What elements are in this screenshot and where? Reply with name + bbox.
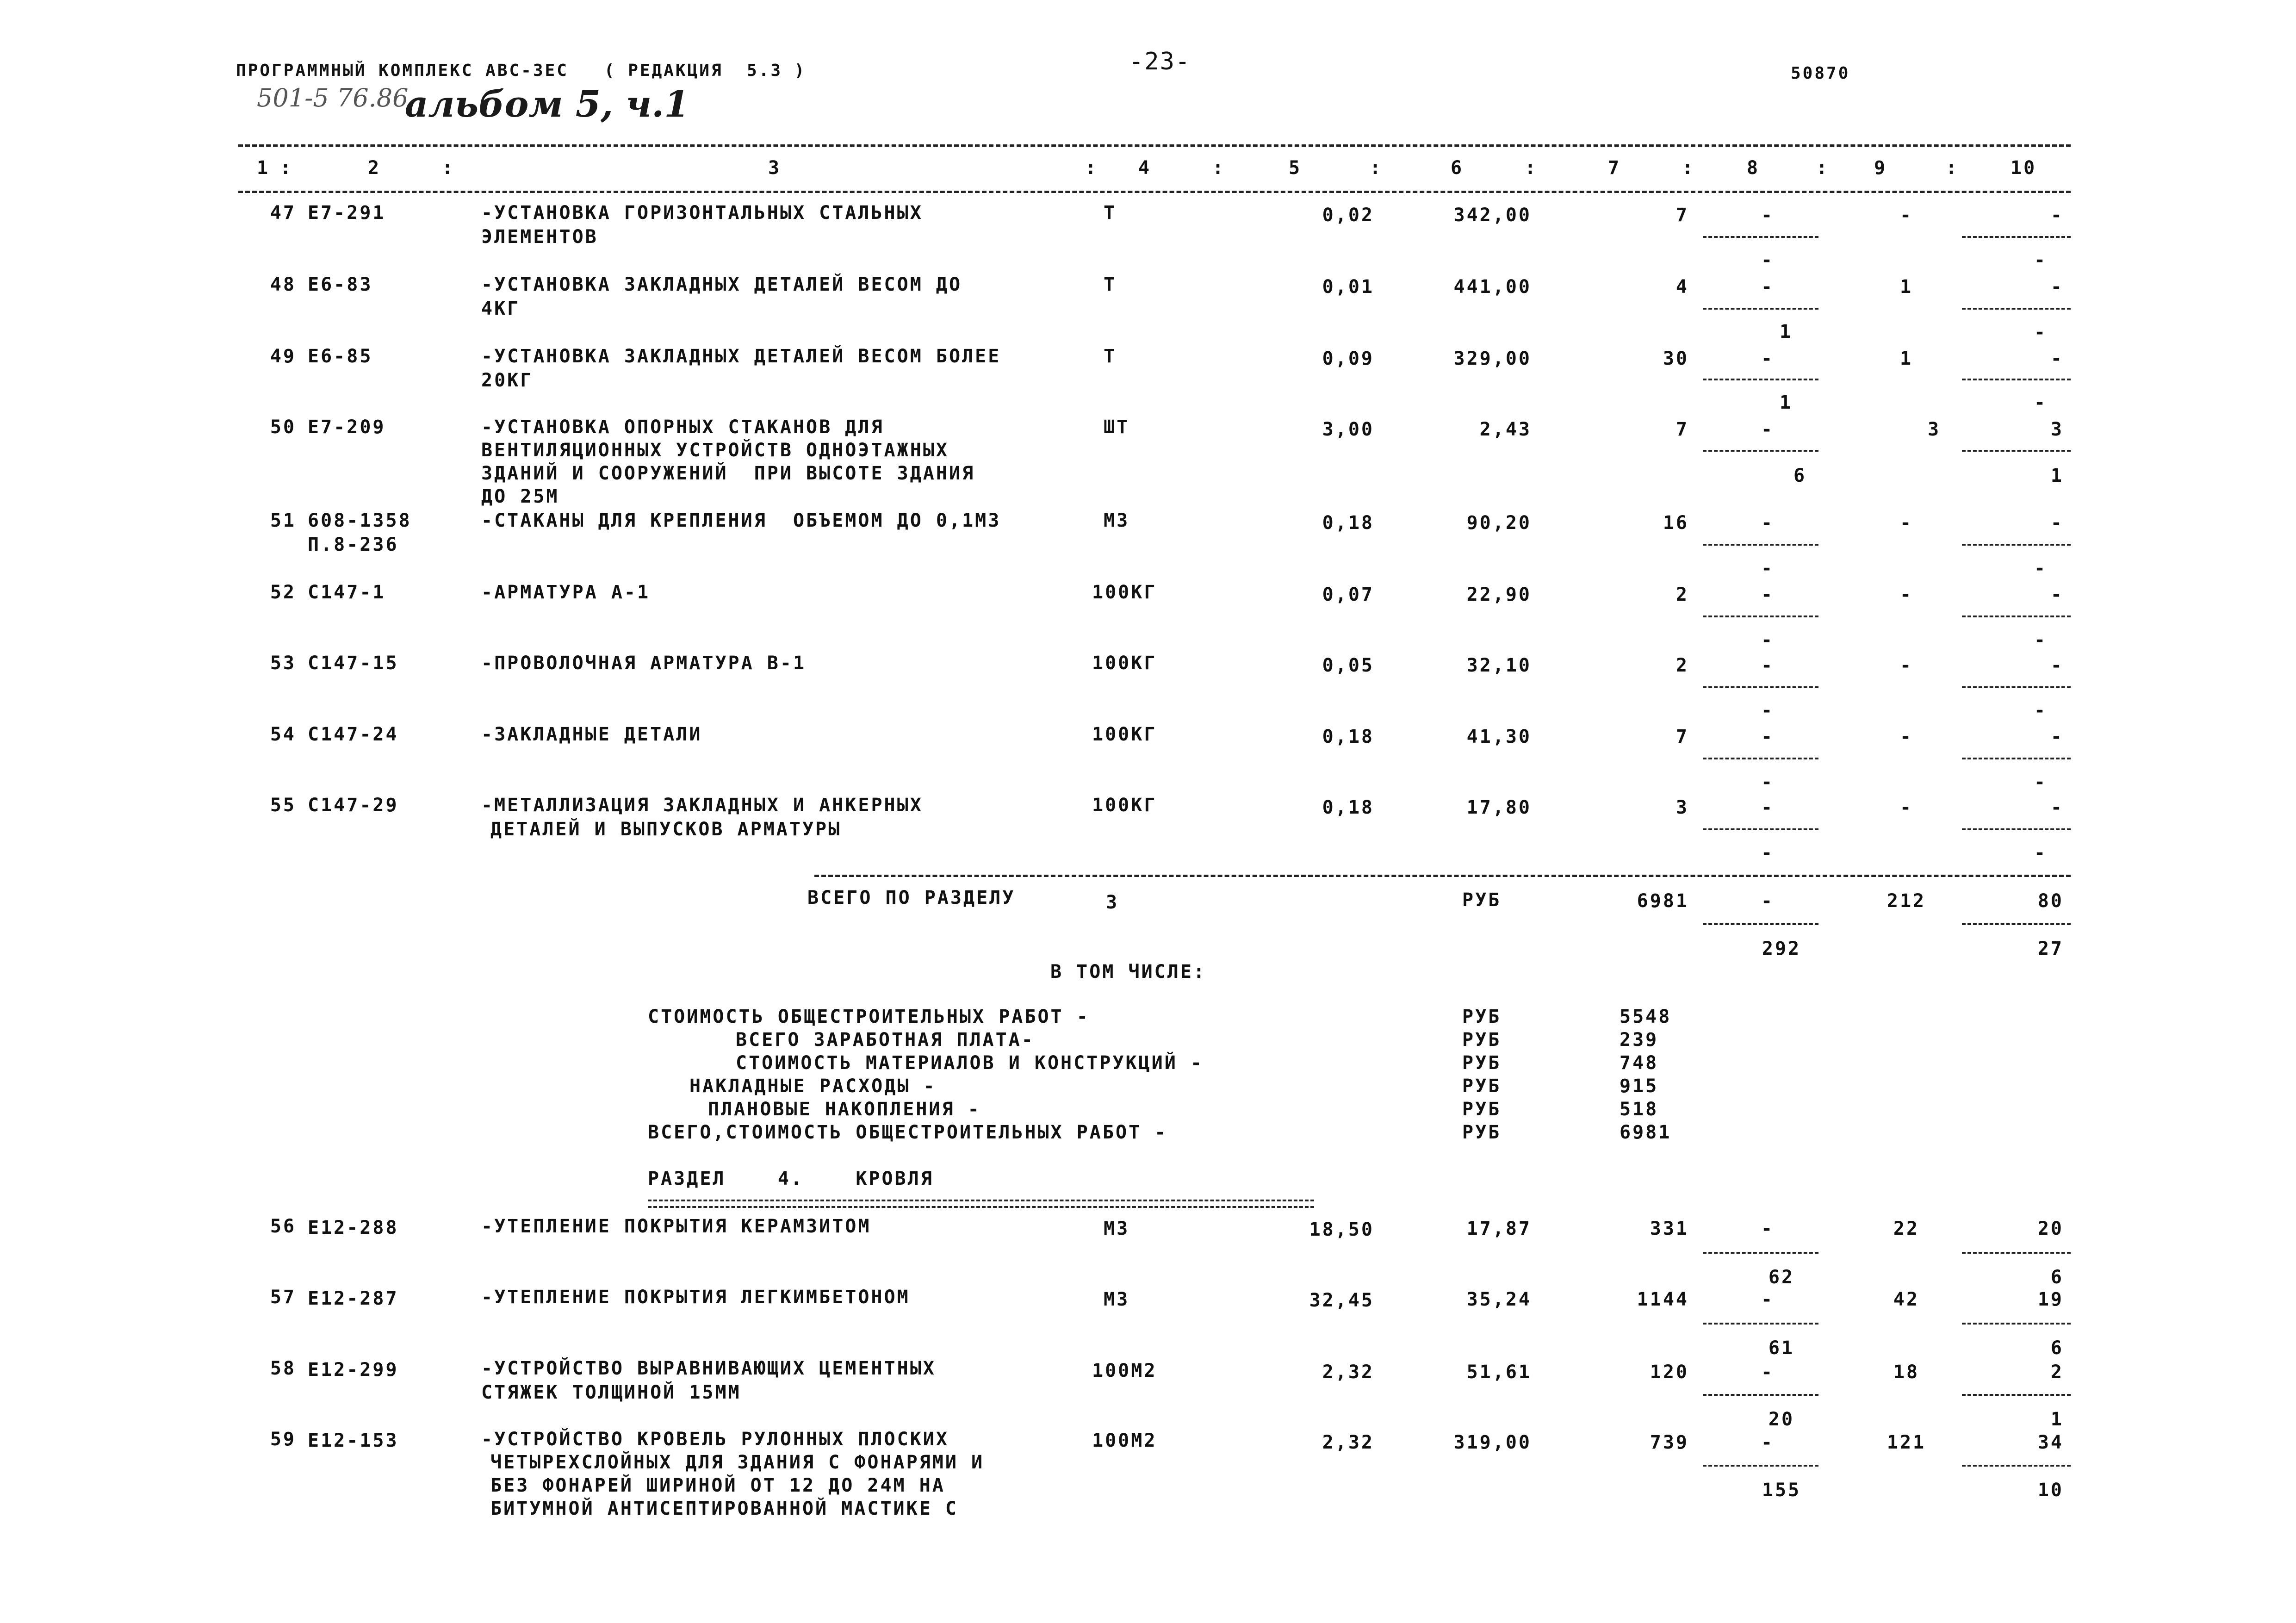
unit-price: 441,00 (1453, 276, 1532, 298)
col-9-value: - (1899, 797, 1913, 818)
unit-price: 329,00 (1453, 348, 1532, 369)
col-9-value: 1 (1899, 348, 1913, 369)
handwritten-ref: 501-5 76.86 (257, 83, 409, 112)
summary-value: 915 (1620, 1076, 1659, 1097)
rate-code: С147-24 (308, 724, 399, 745)
unit: 100КГ (1092, 582, 1157, 603)
work-description: -АРМАТУРА А-1 (481, 582, 651, 603)
col-10-value: - (2050, 797, 2064, 818)
col-8-value: - (1761, 512, 1775, 534)
section-total-col9: 212 (1886, 890, 1926, 912)
col-9-value: 121 (1886, 1432, 1926, 1453)
page-number: -23- (1129, 48, 1191, 75)
summary-value: 748 (1620, 1052, 1659, 1074)
total-cost: 7 (1675, 205, 1689, 226)
work-description: ДЕТАЛЕЙ И ВЫПУСКОВ АРМАТУРЫ (490, 819, 842, 840)
summary-label: СТОИМОСТЬ ОБЩЕСТРОИТЕЛЬНЫХ РАБОТ - (648, 1006, 1090, 1027)
header-bottom-rule (238, 191, 2071, 193)
unit-price: 2,43 (1479, 419, 1532, 440)
unit-price: 32,10 (1466, 655, 1532, 676)
col-10-value: - (2034, 842, 2048, 864)
total-cost: 16 (1663, 512, 1689, 534)
rate-code: Е6-85 (308, 346, 373, 367)
col-9-value: - (1899, 584, 1913, 605)
work-description: -УСТАНОВКА ЗАКЛАДНЫХ ДЕТАЛЕЙ ВЕСОМ БОЛЕЕ (481, 346, 1001, 367)
summary-currency: РУБ (1462, 1122, 1502, 1143)
summary-label: НАКЛАДНЫЕ РАСХОДЫ - (689, 1076, 937, 1097)
col-8-value: - (1761, 797, 1775, 818)
total-cost: 1144 (1637, 1289, 1689, 1310)
section-total-value: 6981 (1637, 890, 1689, 912)
summary-currency: РУБ (1462, 1006, 1502, 1027)
col-8-value: 61 (1768, 1337, 1795, 1359)
row-number: 58 (270, 1358, 296, 1379)
col-8-value: - (1761, 584, 1775, 605)
col-8-value: - (1761, 1432, 1775, 1453)
row-number: 47 (270, 202, 296, 224)
work-description: -УСТРОЙСТВО ВЫРАВНИВАЮЩИХ ЦЕМЕНТНЫХ (481, 1358, 936, 1379)
unit-price: 22,90 (1466, 584, 1532, 605)
work-description: -МЕТАЛЛИЗАЦИЯ ЗАКЛАДНЫХ И АНКЕРНЫХ (481, 795, 923, 816)
col-10-value: - (2050, 584, 2064, 605)
col-3-header: 3 (768, 157, 782, 179)
work-description: БИТУМНОЙ АНТИСЕПТИРОВАННОЙ МАСТИКЕ С (490, 1498, 958, 1519)
summary-value: 239 (1620, 1029, 1659, 1051)
work-description: -УСТАНОВКА ОПОРНЫХ СТАКАНОВ ДЛЯ (481, 417, 884, 438)
summary-value: 518 (1620, 1099, 1659, 1120)
total-cost: 120 (1650, 1362, 1689, 1383)
total-cost: 331 (1650, 1218, 1689, 1239)
col-8-value: - (1761, 205, 1775, 226)
col-10-value: 20 (2037, 1218, 2064, 1239)
col-10-header: 10 (2011, 157, 2037, 179)
col-8-value: 62 (1768, 1267, 1795, 1288)
work-description: -УСТАНОВКА ЗАКЛАДНЫХ ДЕТАЛЕЙ ВЕСОМ ДО (481, 274, 962, 295)
section-total-number: 3 (1106, 892, 1119, 913)
summary-label: СТОИМОСТЬ МАТЕРИАЛОВ И КОНСТРУКЦИЙ - (736, 1052, 1204, 1074)
rate-code: Е7-291 (308, 202, 386, 224)
col-10-value: 6 (2050, 1267, 2064, 1288)
col-10-value: 2 (2050, 1362, 2064, 1383)
section-total-col10: 80 (2037, 890, 2064, 912)
col-1-header: 1 (257, 157, 270, 179)
summary-label: ВСЕГО,СТОИМОСТЬ ОБЩЕСТРОИТЕЛЬНЫХ РАБОТ - (648, 1122, 1168, 1143)
total-cost: 7 (1675, 419, 1689, 440)
work-description: -УСТРОЙСТВО КРОВЕЛЬ РУЛОННЫХ ПЛОСКИХ (481, 1429, 949, 1450)
rate-code: Е7-209 (308, 417, 386, 438)
quantity: 0,18 (1322, 512, 1374, 534)
row-number: 52 (270, 582, 296, 603)
total-cost: 2 (1675, 655, 1689, 676)
total-cost: 30 (1663, 348, 1689, 369)
row-number: 49 (270, 346, 296, 367)
rate-code: С147-15 (308, 653, 399, 674)
document-code: 50870 (1791, 64, 1850, 83)
col-10-value: 34 (2037, 1432, 2064, 1453)
unit: Т (1104, 202, 1117, 224)
rate-code: Е12-288 (308, 1217, 399, 1238)
unit: М3 (1104, 1289, 1130, 1310)
row-number: 56 (270, 1216, 296, 1237)
unit-price: 90,20 (1466, 512, 1532, 534)
section-total-currency: РУБ (1462, 889, 1502, 911)
col-10-value: 1 (2050, 1409, 2064, 1430)
work-description: ДО 25М (481, 486, 559, 507)
summary-currency: РУБ (1462, 1052, 1502, 1074)
col-9-value: 3 (1927, 419, 1941, 440)
work-description: -СТАКАНЫ ДЛЯ КРЕПЛЕНИЯ ОБЪЕМОМ ДО 0,1М3 (481, 510, 1001, 531)
table-top-rule (238, 144, 2071, 147)
col-8-value: 20 (1768, 1409, 1795, 1430)
section-total-col10-sub: 27 (2037, 938, 2064, 959)
col-8-value: - (1761, 1289, 1775, 1310)
program-title: ПРОГРАММНЫЙ КОМПЛЕКС АВС-ЗЕС ( РЕДАКЦИЯ 5.3 ) (236, 61, 807, 80)
work-description: -ПРОВОЛОЧНАЯ АРМАТУРА В-1 (481, 653, 807, 674)
work-description: -УСТАНОВКА ГОРИЗОНТАЛЬНЫХ СТАЛЬНЫХ (481, 202, 923, 224)
col-9-value: 22 (1893, 1218, 1920, 1239)
col-8-value: - (1761, 276, 1775, 298)
row-number: 59 (270, 1429, 296, 1450)
unit-price: 17,87 (1466, 1218, 1532, 1239)
unit: 100М2 (1092, 1430, 1157, 1451)
col-8-value: - (1761, 726, 1775, 747)
unit-price: 35,24 (1466, 1289, 1532, 1310)
col-10-value: - (2050, 726, 2064, 747)
quantity: 18,50 (1309, 1219, 1374, 1240)
unit: Т (1104, 274, 1117, 295)
col-2-header: 2 (368, 157, 381, 179)
col-10-value: - (2050, 348, 2064, 369)
summary-currency: РУБ (1462, 1076, 1502, 1097)
total-cost: 4 (1675, 276, 1689, 298)
quantity: 2,32 (1322, 1432, 1374, 1453)
col-7-header: 7 (1608, 157, 1621, 179)
unit: Т (1104, 346, 1117, 367)
quantity: 32,45 (1309, 1290, 1374, 1311)
work-description: -УТЕПЛЕНИЕ ПОКРЫТИЯ КЕРАМЗИТОМ (481, 1216, 871, 1237)
col-9-value: 18 (1893, 1362, 1920, 1383)
section-total-label: ВСЕГО ПО РАЗДЕЛУ (807, 887, 1016, 908)
unit: 100КГ (1092, 653, 1157, 674)
section-total-col8: - (1761, 890, 1775, 912)
quantity: 0,01 (1322, 276, 1374, 298)
including-heading: В ТОМ ЧИСЛЕ: (1050, 961, 1206, 983)
rate-code: Е6-83 (308, 274, 373, 295)
col-8-value: - (1761, 348, 1775, 369)
work-description: -ЗАКЛАДНЫЕ ДЕТАЛИ (481, 724, 702, 745)
col-10-value: 1 (2050, 465, 2064, 486)
row-number: 48 (270, 274, 296, 295)
section-total-col8-sub: 292 (1762, 938, 1801, 959)
total-cost: 2 (1675, 584, 1689, 605)
row-number: 55 (270, 795, 296, 816)
col-5-header: 5 (1289, 157, 1302, 179)
unit: 100М2 (1092, 1360, 1157, 1381)
work-description: ВЕНТИЛЯЦИОННЫХ УСТРОЙСТВ ОДНОЭТАЖНЫХ (481, 440, 949, 461)
rate-code: П.8-236 (308, 534, 399, 555)
section-heading: РАЗДЕЛ 4. КРОВЛЯ (648, 1168, 934, 1189)
work-description: 4КГ (481, 298, 521, 319)
total-cost: 739 (1650, 1432, 1689, 1453)
quantity: 0,02 (1322, 205, 1374, 226)
unit: М3 (1104, 1218, 1130, 1239)
row-number: 53 (270, 653, 296, 674)
col-8-value: 155 (1762, 1480, 1801, 1501)
col-9-value: - (1899, 512, 1913, 534)
work-description: ЗДАНИЙ И СООРУЖЕНИЙ ПРИ ВЫСОТЕ ЗДАНИЯ (481, 463, 975, 484)
work-description: БЕЗ ФОНАРЕЙ ШИРИНОЙ ОТ 12 ДО 24М НА (490, 1475, 945, 1496)
col-9-value: 42 (1893, 1289, 1920, 1310)
col-8-value: 1 (1779, 321, 1793, 342)
quantity: 3,00 (1322, 419, 1374, 440)
summary-value: 5548 (1620, 1006, 1672, 1027)
row-number: 57 (270, 1287, 296, 1308)
col-9-value: - (1899, 205, 1913, 226)
total-cost: 7 (1675, 726, 1689, 747)
col-10-value: 6 (2050, 1337, 2064, 1359)
rate-code: Е12-153 (308, 1430, 399, 1451)
quantity: 2,32 (1322, 1362, 1374, 1383)
col-8-value: - (1761, 842, 1775, 864)
rate-code: 608-1358 (308, 510, 412, 531)
col-8-header: 8 (1747, 157, 1760, 179)
rate-code: Е12-287 (308, 1288, 399, 1309)
col-8-value: 6 (1793, 465, 1807, 486)
col-8-value: - (1761, 1362, 1775, 1383)
col-4-header: 4 (1138, 157, 1152, 179)
quantity: 0,05 (1322, 655, 1374, 676)
unit-price: 17,80 (1466, 797, 1532, 818)
col-8-value: - (1761, 419, 1775, 440)
row-number: 51 (270, 510, 296, 531)
quantity: 0,18 (1322, 797, 1374, 818)
col-8-value: - (1761, 1218, 1775, 1239)
document-page: ПРОГРАММНЫЙ КОМПЛЕКС АВС-ЗЕС ( РЕДАКЦИЯ 5.3 ) -23- 50870 501-5 76.86 альбом 5, ч.1 1 : 2 : 3 : 4 : 5 : 6 : 7 : 8 : 9 : 10 47 Е7-291 -УСТАНОВКА ГОРИЗОНТАЛЬНЫХ СТАЛЬНЫХ ЭЛЕМЕНТОВ Т 0,02 342,00 7 - - - - - 48 Е6-83 -УСТАНОВКА ЗАКЛАДНЫХ ДЕТАЛЕЙ ВЕСОМ ДО 4КГ Т 0,01 441,00 4 - 1 - - 49 Е6-85 -УСТАНОВКА ЗАКЛАДНЫХ ДЕТАЛЕЙ ВЕСОМ БОЛЕЕ 20КГ Т 0,09 329,00 30 1 - 1 - 1 - 50 Е7-209 -УСТАНОВКА ОПОРНЫХ СТАКАНОВ ДЛЯ ВЕНТИЛЯЦИОННЫХ УСТРОЙСТВ ОДНОЭТАЖНЫХ ЗДАНИЙ И СООРУЖЕНИЙ ПРИ ВЫСОТЕ ЗДАНИЯ ДО 25М ШТ 3,00 2,43 7 - 3 3 6 1 51 608-1358 П.8-236 -СТАКАНЫ ДЛЯ КРЕПЛЕНИЯ ОБЪЕМОМ ДО 0,1М3 М3 0,18 90,20 16 - - - - - 52 С147-1 -АРМАТУРА А-1 100КГ 0,07 22,90 2 - - - - - 53 С147-15 -ПРОВОЛОЧНАЯ АРМАТУРА В-1 100КГ 0,05 32,10 2 - - - - - 54 С147-24 -ЗАКЛАДНЫЕ ДЕТАЛИ 100КГ 0,18 41,30 7 - - - - - 55 С147-29 -МЕТАЛЛИЗАЦИЯ ЗАКЛАДНЫХ И АНКЕРНЫХ ДЕТАЛЕЙ И ВЫПУСКОВ АРМАТУРЫ 100КГ 0,18 17,80 3 - - - - - ВСЕГО ПО РАЗДЕЛУ 3 РУБ 6981 - 212 80 292 27 В ТОМ ЧИСЛЕ: СТОИМОСТЬ ОБЩЕСТРОИТЕЛЬНЫХ РАБОТ - РУБ 5548 ВСЕГО ЗАРАБОТНАЯ ПЛАТА- РУБ 239 СТОИМОСТЬ МАТЕРИАЛОВ И КОНСТРУКЦИЙ - РУБ 748 НАКЛАДНЫЕ РАСХОДЫ - РУБ 915 ПЛАНОВЫЕ НАКОПЛЕНИЯ - РУБ 518 ВСЕГО,СТОИМОСТЬ ОБЩЕСТРОИТЕЛЬНЫХ РАБОТ - РУБ 6981 РАЗДЕЛ 4. КРОВЛЯ 56 Е12-288 -УТЕПЛЕНИЕ ПОКРЫТИЯ КЕРАМЗИТОМ М3 18,50 17,87 331 - 22 20 62 6 57 Е12-287 -УТЕПЛЕНИЕ ПОКРЫТИЯ ЛЕГКИМБЕТОНОМ М3 32,45 35,24 1144 - 42 19 61 6 58 Е12-299 -УСТРОЙСТВО ВЫРАВНИВАЮЩИХ ЦЕМЕНТНЫХ СТЯЖЕК ТОЛЩИНОЙ 15ММ 100М2 2,32 51,61 120 - 18 2 20 1 59 Е12-153 -УСТРОЙСТВО КРОВЕЛЬ РУЛОННЫХ ПЛОСКИХ ЧЕТЫРЕХСЛОЙНЫХ ДЛЯ ЗДАНИЯ С ФОНАРЯМИ И БЕЗ ФОНАРЕЙ ШИРИНОЙ ОТ 12 ДО 24М НА БИТУМНОЙ АНТИСЕПТИРОВАННОЙ МАСТИКЕ С 100М2 2,32 319,00 739 - 121 34 155 10 (0, 0, 2296, 1623)
summary-label: ВСЕГО ЗАРАБОТНАЯ ПЛАТА- (736, 1029, 1035, 1051)
summary-currency: РУБ (1462, 1099, 1502, 1120)
summary-currency: РУБ (1462, 1029, 1502, 1051)
rate-code: С147-1 (308, 582, 386, 603)
col-10-value: - (2050, 276, 2064, 298)
col-10-value: - (2050, 512, 2064, 534)
quantity: 0,09 (1322, 348, 1374, 369)
unit: М3 (1104, 510, 1130, 531)
unit-price: 51,61 (1466, 1362, 1532, 1383)
work-description: -УТЕПЛЕНИЕ ПОКРЫТИЯ ЛЕГКИМБЕТОНОМ (481, 1287, 910, 1308)
col-10-value: 10 (2037, 1480, 2064, 1501)
work-description: СТЯЖЕК ТОЛЩИНОЙ 15ММ (481, 1382, 741, 1403)
unit: 100КГ (1092, 724, 1157, 745)
col-6-header: 6 (1451, 157, 1464, 179)
col-10-value: 19 (2037, 1289, 2064, 1310)
unit-price: 41,30 (1466, 726, 1532, 747)
section-heading-underline (648, 1200, 1314, 1208)
summary-label: ПЛАНОВЫЕ НАКОПЛЕНИЯ - (708, 1099, 981, 1120)
col-9-value: 1 (1899, 276, 1913, 298)
col-8-value: - (1761, 655, 1775, 676)
row-number: 54 (270, 724, 296, 745)
col-9-value: - (1899, 655, 1913, 676)
work-description: ЧЕТЫРЕХСЛОЙНЫХ ДЛЯ ЗДАНИЯ С ФОНАРЯМИ И (490, 1452, 985, 1473)
unit: 100КГ (1092, 795, 1157, 816)
work-description: ЭЛЕМЕНТОВ (481, 226, 598, 248)
unit-price: 319,00 (1453, 1432, 1532, 1453)
col-10-value: - (2050, 205, 2064, 226)
quantity: 0,07 (1322, 584, 1374, 605)
col-10-value: - (2050, 655, 2064, 676)
work-description: 20КГ (481, 370, 534, 391)
col-9-header: 9 (1874, 157, 1887, 179)
total-cost: 3 (1675, 797, 1689, 818)
summary-value: 6981 (1620, 1122, 1672, 1143)
row-number: 50 (270, 417, 296, 438)
quantity: 0,18 (1322, 726, 1374, 747)
rate-code: С147-29 (308, 795, 399, 816)
rate-code: Е12-299 (308, 1359, 399, 1380)
unit-price: 342,00 (1453, 205, 1532, 226)
handwritten-album: альбом 5, ч.1 (405, 83, 689, 125)
unit: ШТ (1104, 417, 1130, 438)
col-9-value: - (1899, 726, 1913, 747)
col-10-value: 3 (2050, 419, 2064, 440)
total-rule (814, 875, 2071, 877)
